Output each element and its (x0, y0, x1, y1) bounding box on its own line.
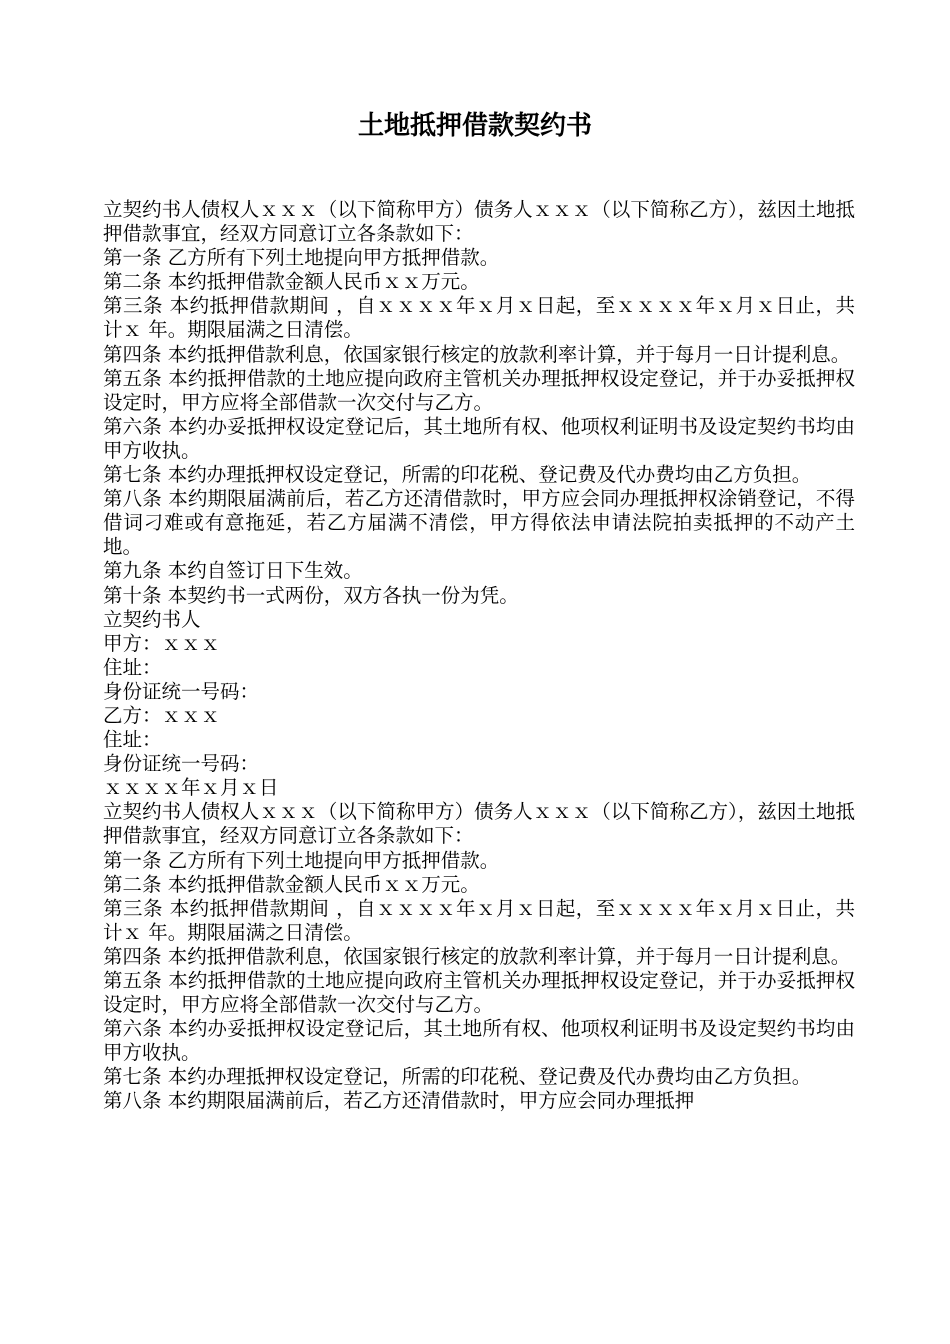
article-8-repeat-partial: 第八条 本约期限届满前后，若乙方还清借款时，甲方应会同办理抵押 (103, 1089, 695, 1113)
article-7: 第七条 本约办理抵押权设定登记，所需的印花税、登记费及代办费均由乙方负担。 (103, 463, 812, 487)
party-b-address: 住址： (103, 728, 162, 752)
article-8: 第八条 本约期限届满前后，若乙方还清借款时，甲方应会同办理抵押权涂销登记，不得借词刁难或有意拖延，若乙方届满不清偿，甲方得依法申请法院拍卖抵押的不动产土地。 (103, 487, 855, 559)
article-3: 第三条 本约抵押借款期间 ，自ｘｘｘｘ年ｘ月ｘ日起，至ｘｘｘｘ年ｘ月ｘ日止，共计ｘ 年。期限届满之日清偿。 (103, 294, 855, 342)
article-10: 第十条 本契约书一式两份，双方各执一份为凭。 (103, 583, 519, 607)
article-9: 第九条 本约自签订日下生效。 (103, 559, 363, 583)
article-1-repeat: 第一条 乙方所有下列土地提向甲方抵押借款。 (103, 848, 500, 872)
signing-date: ｘｘｘｘ年ｘ月ｘ日 (103, 776, 279, 800)
article-2-repeat: 第二条 本约抵押借款金额人民币ｘｘ万元。 (103, 872, 480, 896)
document-title: 土地抵押借款契约书 (357, 111, 592, 141)
preamble-paragraph: 立契约书人债权人ｘｘｘ（以下简称甲方）债务人ｘｘｘ（以下简称乙方），兹因土地抵押借款事宜，经双方同意订立各条款如下： (103, 198, 855, 246)
article-4: 第四条 本约抵押借款利息，依国家银行核定的放款利率计算，并于每月一日计提利息。 (103, 342, 851, 366)
article-7-repeat: 第七条 本约办理抵押权设定登记，所需的印花税、登记费及代办费均由乙方负担。 (103, 1065, 812, 1089)
party-a-address: 住址： (103, 655, 162, 679)
document-body (103, 198, 855, 1114)
article-4-repeat: 第四条 本约抵押借款利息，依国家银行核定的放款利率计算，并于每月一日计提利息。 (103, 944, 851, 968)
party-a-id-number: 身份证统一号码： (103, 679, 260, 703)
article-5-repeat: 第五条 本约抵押借款的土地应提向政府主管机关办理抵押权设定登记，并于办妥抵押权设定时，甲方应将全部借款一次交付与乙方。 (103, 969, 855, 1017)
article-5: 第五条 本约抵押借款的土地应提向政府主管机关办理抵押权设定登记，并于办妥抵押权设定时，甲方应将全部借款一次交付与乙方。 (103, 366, 855, 414)
signatories-heading: 立契约书人 (103, 607, 201, 631)
article-6: 第六条 本约办妥抵押权设定登记后，其土地所有权、他项权利证明书及设定契约书均由甲方收执。 (103, 414, 855, 462)
party-a-name: 甲方：ｘｘｘ (103, 631, 221, 655)
article-1: 第一条 乙方所有下列土地提向甲方抵押借款。 (103, 246, 500, 270)
party-b-name: 乙方：ｘｘｘ (103, 703, 221, 727)
article-2: 第二条 本约抵押借款金额人民币ｘｘ万元。 (103, 270, 480, 294)
article-6-repeat: 第六条 本约办妥抵押权设定登记后，其土地所有权、他项权利证明书及设定契约书均由甲方收执。 (103, 1017, 855, 1065)
party-b-id-number: 身份证统一号码： (103, 752, 260, 776)
article-3-repeat: 第三条 本约抵押借款期间 ，自ｘｘｘｘ年ｘ月ｘ日起，至ｘｘｘｘ年ｘ月ｘ日止，共计ｘ 年。期限届满之日清偿。 (103, 896, 855, 944)
preamble-paragraph-repeat: 立契约书人债权人ｘｘｘ（以下简称甲方）债务人ｘｘｘ（以下简称乙方），兹因土地抵押借款事宜，经双方同意订立各条款如下： (103, 800, 855, 848)
